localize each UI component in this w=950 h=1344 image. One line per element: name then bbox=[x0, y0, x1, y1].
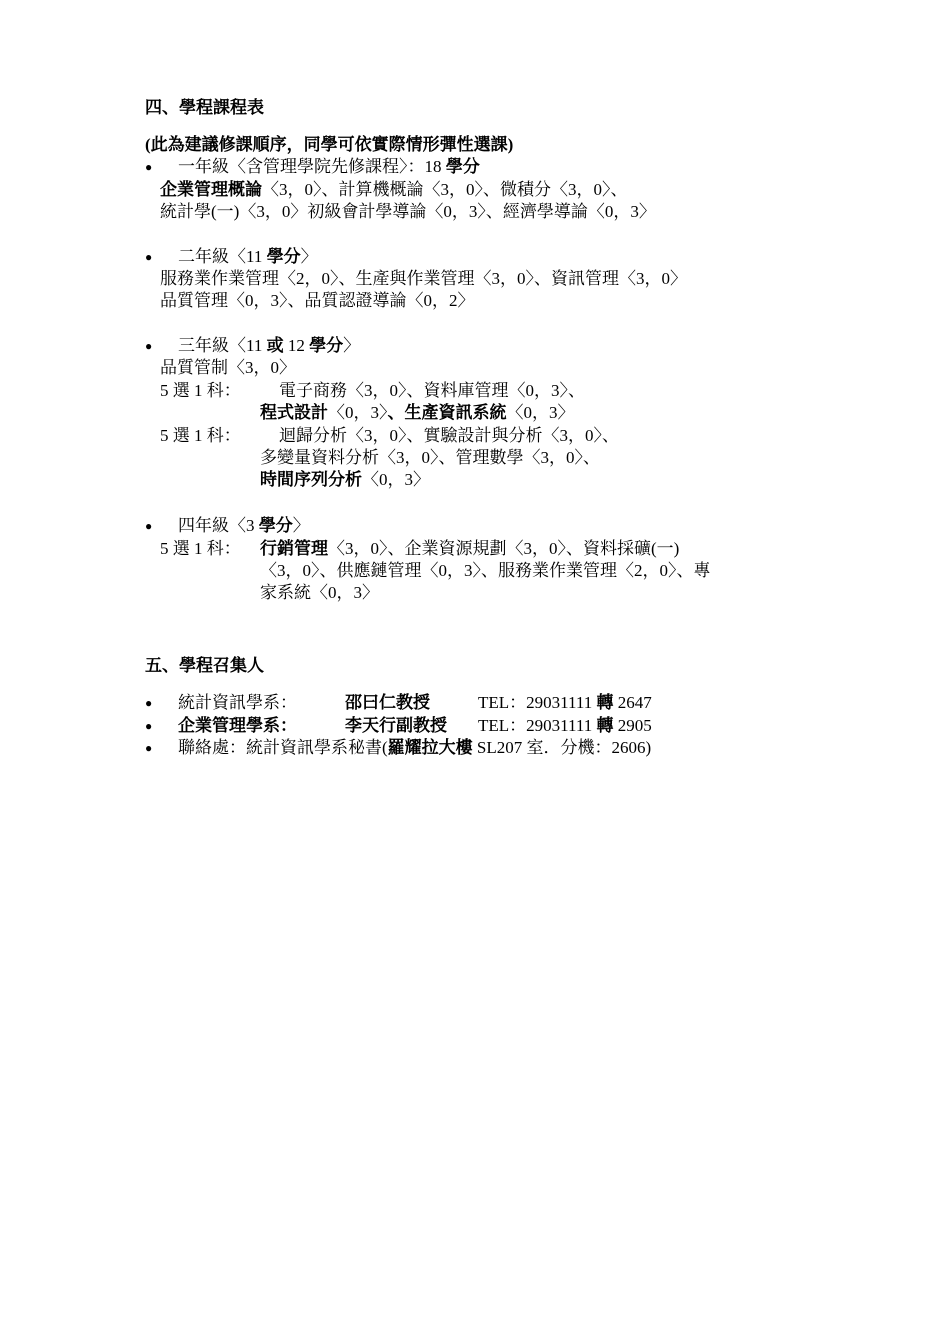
year3-pick1-label: 5 選 1 科： bbox=[160, 381, 241, 400]
contact2-phone: TEL：29031111 轉 2905 bbox=[478, 716, 652, 735]
year4-pick-line2: 〈3，0〉、供應鏈管理〈0，3〉、服務業作業管理〈2，0〉、專 bbox=[260, 561, 711, 580]
year3-pick1-line2: 程式設計〈0，3〉、生產資訊系統〈0，3〉 bbox=[260, 403, 575, 422]
year2-title: 二年級〈11 學分〉 bbox=[178, 247, 318, 266]
year3-pick2-line2: 多變量資料分析〈3，0〉、管理數學〈3，0〉、 bbox=[260, 448, 600, 467]
year4-pick-line3: 家系統〈0，3〉 bbox=[260, 583, 379, 602]
year4-pick-label: 5 選 1 科： bbox=[160, 539, 241, 558]
year3-title: 三年級〈11 或 12 學分〉 bbox=[178, 336, 361, 355]
year3-pick2-line3: 時間序列分析〈0，3〉 bbox=[260, 470, 430, 489]
bullet-icon: ● bbox=[145, 719, 153, 733]
contact1-department: 統計資訊學系： bbox=[178, 693, 297, 712]
contact-office: 聯絡處：統計資訊學系秘書(羅耀拉大樓 SL207 室．分機：2606) bbox=[178, 738, 652, 757]
contact2-name: 李天行副教授 bbox=[345, 716, 447, 735]
year1-courses-line1: 企業管理概論〈3，0〉、計算機概論〈3，0〉、微積分〈3，0〉、 bbox=[160, 180, 628, 199]
year3-required-course: 品質管制〈3，0〉 bbox=[160, 358, 296, 377]
bullet-icon: ● bbox=[145, 250, 153, 264]
bullet-icon: ● bbox=[145, 696, 153, 710]
course-order-note: (此為建議修課順序，同學可依實際情形彈性選課) bbox=[145, 135, 514, 154]
contact1-name: 邵曰仁教授 bbox=[345, 693, 430, 712]
bullet-icon: ● bbox=[145, 160, 153, 174]
year1-courses-line2: 統計學(一)〈3，0〉初級會計學導論〈0，3〉、經濟學導論〈0，3〉 bbox=[160, 202, 656, 221]
contact1-phone: TEL：29031111 轉 2647 bbox=[478, 693, 652, 712]
year4-title: 四年級〈3 學分〉 bbox=[178, 516, 310, 535]
year3-pick2-line1: 迴歸分析〈3，0〉、實驗設計與分析〈3，0〉、 bbox=[279, 426, 619, 445]
bullet-icon: ● bbox=[145, 519, 153, 533]
bullet-icon: ● bbox=[145, 339, 153, 353]
year3-pick1-line1: 電子商務〈3，0〉、資料庫管理〈0，3〉、 bbox=[279, 381, 585, 400]
year2-courses-line1: 服務業作業管理〈2，0〉、生產與作業管理〈3，0〉、資訊管理〈3，0〉 bbox=[160, 269, 687, 288]
year3-pick2-label: 5 選 1 科： bbox=[160, 426, 241, 445]
bullet-icon: ● bbox=[145, 741, 153, 755]
section4-heading: 四、學程課程表 bbox=[145, 98, 264, 117]
contact2-department: 企業管理學系： bbox=[178, 716, 297, 735]
year1-title: 一年級〈含管理學院先修課程〉：18 學分 bbox=[178, 157, 480, 176]
section5-heading: 五、學程召集人 bbox=[145, 656, 264, 675]
year2-courses-line2: 品質管理〈0，3〉、品質認證導論〈0，2〉 bbox=[160, 291, 475, 310]
year4-pick-line1: 行銷管理〈3，0〉、企業資源規劃〈3，0〉、資料採礦(一) bbox=[260, 539, 680, 558]
